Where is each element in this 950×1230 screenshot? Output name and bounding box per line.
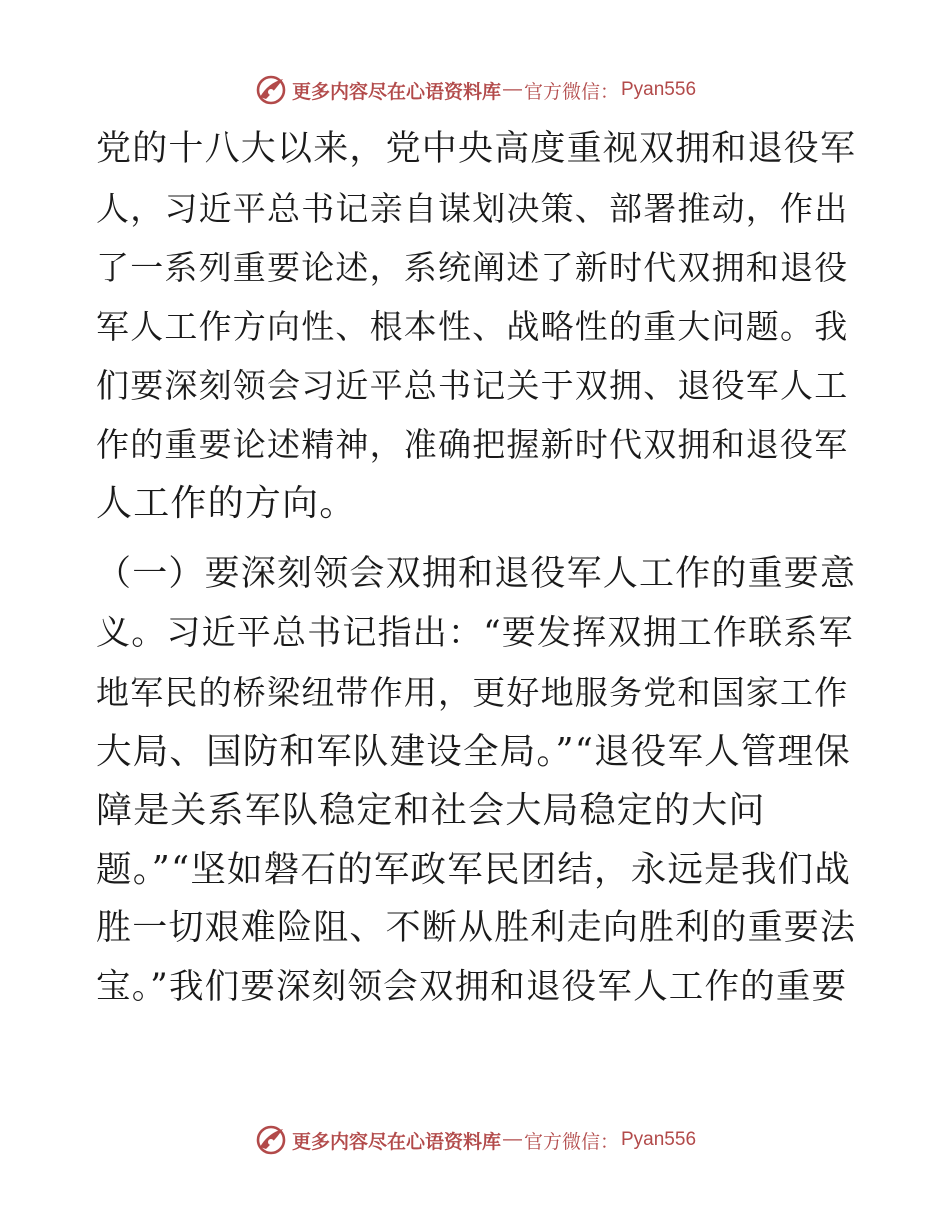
- text-line: 人工作的方向。: [96, 483, 357, 524]
- banner-text: 更多内容尽在心语资料库: [291, 80, 501, 103]
- banner-wechat-id: Pyan556: [621, 1129, 697, 1150]
- text-line: （一）要深刻领会双拥和退役军人工作的重要意: [96, 554, 857, 594]
- text-line: 作的重要论述精神，准确把握新时代双拥和退役军: [96, 425, 849, 464]
- text-line: 义。习近平总书记指出：“要发挥双拥工作联系军: [96, 613, 854, 653]
- paragraph-2: [96, 545, 856, 1017]
- text-line: 胜一切艰难险阻、不断从胜利走向胜利的重要法: [96, 908, 857, 948]
- text-line: 地军民的桥梁纽带作用，更好地服务党和国家工作: [96, 673, 849, 712]
- banner-dash: —: [502, 79, 522, 100]
- banner-wechat-label: 官方微信：: [523, 80, 619, 103]
- paragraph-gap: [96, 533, 856, 545]
- document-body: [96, 120, 856, 1017]
- text-line: 障是关系军队稳定和社会大局稳定的大问: [96, 790, 766, 831]
- banner-wechat-label: 官方微信：: [523, 1130, 619, 1153]
- text-line: 题。”“坚如磐石的军政军民团结，永远是我们战: [96, 849, 851, 890]
- banner-text: 更多内容尽在心语资料库: [291, 1130, 501, 1153]
- banner-dash: —: [502, 1129, 522, 1150]
- text-line: 宝。”我们要深刻领会双拥和退役军人工作的重要: [96, 967, 848, 1007]
- pen-logo-icon: [254, 73, 288, 107]
- banner-wechat-id: Pyan556: [621, 79, 697, 100]
- text-line: 了一系列重要论述，系统阐述了新时代双拥和退役: [96, 248, 849, 287]
- text-line: 们要深刻领会习近平总书记关于双拥、退役军人工: [96, 366, 849, 405]
- footer-banner: [0, 1120, 950, 1160]
- text-line: 党的十八大以来，党中央高度重视双拥和退役军: [96, 129, 857, 169]
- text-line: 人，习近平总书记亲自谋划决策、部署推动，作出: [96, 189, 849, 228]
- header-banner: [0, 70, 950, 110]
- pen-logo-icon: [254, 1123, 288, 1157]
- text-line: 大局、国防和军队建设全局。”“退役军人管理保: [96, 731, 851, 772]
- paragraph-1: [96, 120, 856, 533]
- text-line: 军人工作方向性、根本性、战略性的重大问题。我: [96, 307, 849, 346]
